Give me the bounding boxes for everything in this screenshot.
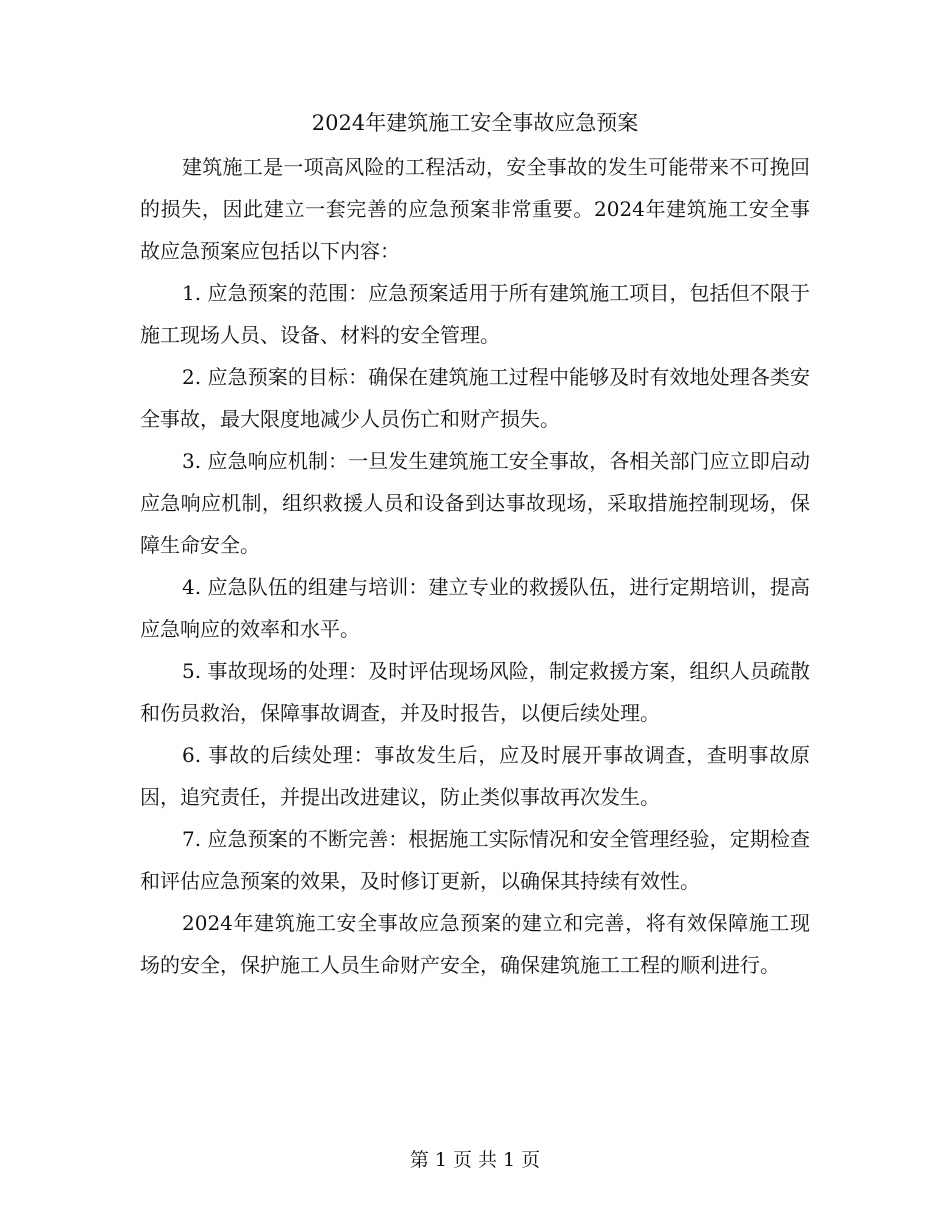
item-scope-paragraph: 1. 应急预案的范围：应急预案适用于所有建筑施工项目，包括但不限于施工现场人员、设备、材料的安全管理。 <box>140 281 810 347</box>
item-team-paragraph: 4. 应急队伍的组建与培训：建立专业的救援队伍，进行定期培训，提高应急响应的效率和水平。 <box>140 575 810 641</box>
document-title: 2024年建筑施工安全事故应急预案 <box>311 111 639 135</box>
item-improvement-paragraph: 7. 应急预案的不断完善：根据施工实际情况和安全管理经验，定期检查和评估应急预案的效果，及时修订更新，以确保其持续有效性。 <box>140 827 810 893</box>
item-site-handling-paragraph: 5. 事故现场的处理：及时评估现场风险，制定救援方案，组织人员疏散和伤员救治，保障事故调查，并及时报告，以便后续处理。 <box>140 659 810 725</box>
document-body <box>140 146 810 986</box>
conclusion-paragraph: 2024年建筑施工安全事故应急预案的建立和完善，将有效保障施工现场的安全，保护施工人员生命财产安全，确保建筑施工工程的顺利进行。 <box>140 911 810 977</box>
item-response-paragraph: 3. 应急响应机制：一旦发生建筑施工安全事故，各相关部门应立即启动应急响应机制，组织救援人员和设备到达事故现场，采取措施控制现场，保障生命安全。 <box>140 449 810 557</box>
page-number-footer: 第 1 页 共 1 页 <box>409 1149 541 1171</box>
item-followup-paragraph: 6. 事故的后续处理：事故发生后，应及时展开事故调查，查明事故原因，追究责任，并提出改进建议，防止类似事故再次发生。 <box>140 743 810 809</box>
intro-paragraph: 建筑施工是一项高风险的工程活动，安全事故的发生可能带来不可挽回的损失，因此建立一套完善的应急预案非常重要。2024年建筑施工安全事故应急预案应包括以下内容： <box>140 155 810 263</box>
item-goal-paragraph: 2. 应急预案的目标：确保在建筑施工过程中能够及时有效地处理各类安全事故，最大限度地减少人员伤亡和财产损失。 <box>140 365 810 431</box>
